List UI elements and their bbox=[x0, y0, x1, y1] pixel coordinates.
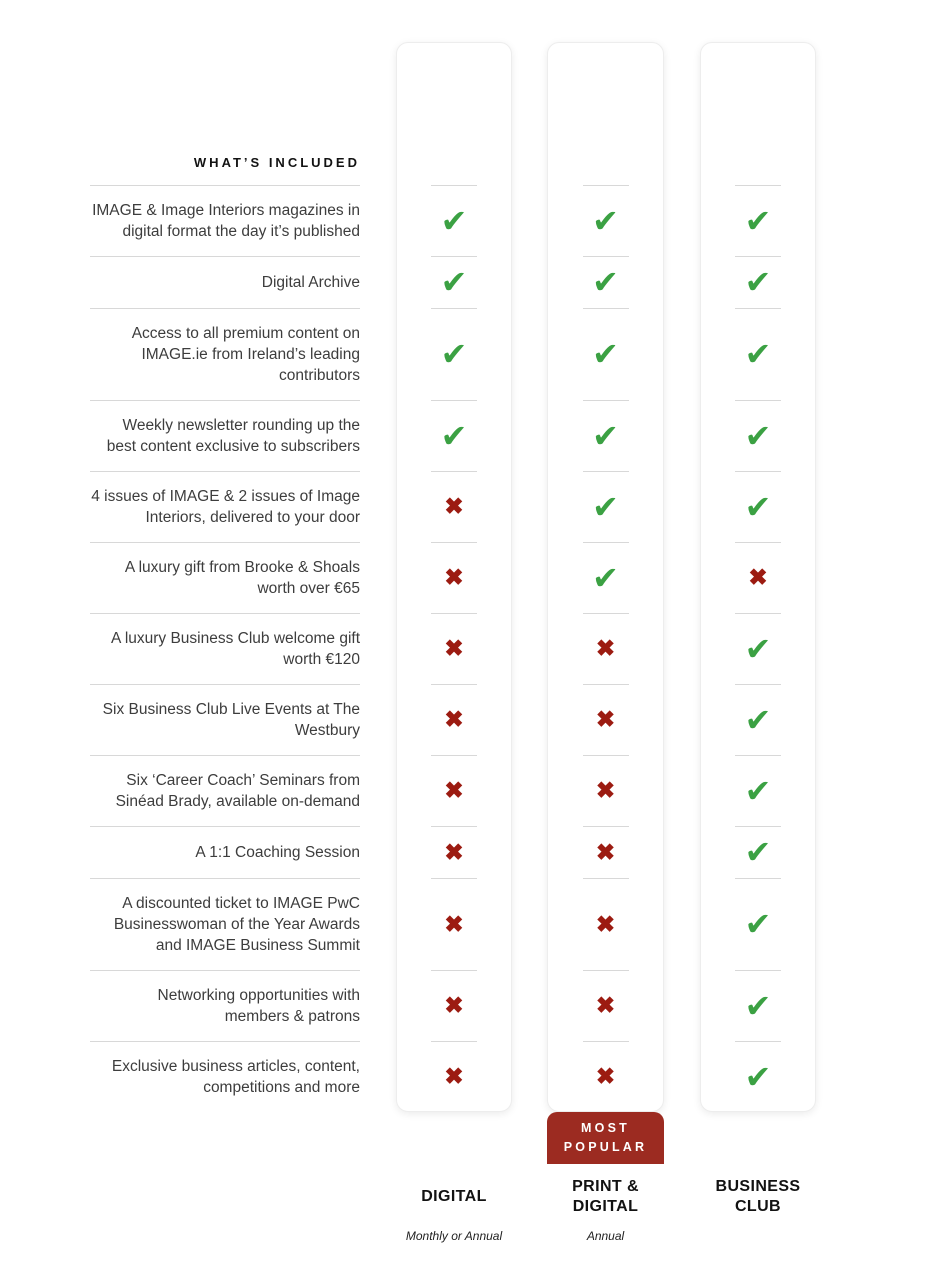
print-digital-feature-cell bbox=[547, 970, 664, 1041]
digital-feature-cell bbox=[396, 878, 512, 970]
feature-label: Exclusive business articles, content, competitions and more bbox=[90, 1041, 360, 1112]
digital-feature-cell bbox=[396, 542, 512, 613]
check-icon: ✔ bbox=[440, 264, 468, 300]
feature-label: A 1:1 Coaching Session bbox=[90, 826, 360, 878]
check-icon: ✔ bbox=[744, 264, 772, 300]
cross-icon: ✖ bbox=[595, 838, 616, 865]
digital-feature-cell bbox=[396, 256, 512, 308]
digital-plan-title: DIGITAL bbox=[421, 1188, 487, 1205]
digital-feature-cell bbox=[396, 970, 512, 1041]
digital-feature-cell bbox=[396, 400, 512, 471]
cross-icon: ✖ bbox=[595, 910, 616, 937]
business-club-feature-cell bbox=[700, 826, 816, 878]
business-club-plan-header bbox=[700, 1112, 816, 1255]
check-icon: ✔ bbox=[592, 559, 619, 596]
print-digital-feature-cell bbox=[547, 542, 664, 613]
check-icon: ✔ bbox=[440, 202, 468, 239]
business-club-feature-cell bbox=[700, 878, 816, 970]
cross-icon: ✖ bbox=[444, 564, 464, 590]
check-icon: ✔ bbox=[744, 987, 772, 1024]
comparison-table bbox=[90, 42, 936, 1255]
whats-included-heading: WHAT’S INCLUDED bbox=[193, 155, 360, 170]
feature-label: Networking opportunities with members & patrons bbox=[90, 970, 360, 1041]
feature-label: IMAGE & Image Interiors magazines in digital format the day it’s published bbox=[90, 185, 360, 256]
cross-icon: ✖ bbox=[444, 992, 464, 1018]
cross-icon: ✖ bbox=[444, 706, 464, 732]
digital-plan-header bbox=[396, 1112, 512, 1255]
print-digital-feature-cell bbox=[547, 471, 664, 542]
business-club-feature-cell bbox=[700, 684, 816, 755]
check-icon: ✔ bbox=[592, 417, 619, 454]
print-digital-feature-cell bbox=[547, 308, 664, 400]
print-digital-feature-cell bbox=[547, 256, 664, 308]
most-popular-badge: MOST POPULAR bbox=[547, 1112, 664, 1164]
feature-label: A discounted ticket to IMAGE PwC Businesswoman of the Year Awards and IMAGE Business Summit bbox=[90, 878, 360, 970]
check-icon: ✔ bbox=[440, 336, 468, 372]
business-club-feature-cell bbox=[700, 755, 816, 826]
check-icon: ✔ bbox=[744, 834, 772, 870]
print-digital-plan-header bbox=[547, 1112, 664, 1255]
print-digital-feature-cell bbox=[547, 1041, 664, 1112]
check-icon: ✔ bbox=[744, 202, 772, 239]
business-club-feature-cell bbox=[700, 185, 816, 256]
cross-icon: ✖ bbox=[595, 635, 616, 661]
business-club-feature-cell bbox=[700, 613, 816, 684]
feature-label: Weekly newsletter rounding up the best content exclusive to subscribers bbox=[90, 400, 360, 471]
business-club-feature-cell bbox=[700, 970, 816, 1041]
digital-feature-cell bbox=[396, 1041, 512, 1112]
feature-label: A luxury gift from Brooke & Shoals worth over €65 bbox=[90, 542, 360, 613]
feature-label: Digital Archive bbox=[90, 256, 360, 308]
cross-icon: ✖ bbox=[444, 635, 464, 661]
check-icon: ✔ bbox=[744, 772, 772, 809]
feature-label: Six Business Club Live Events at The Westbury bbox=[90, 684, 360, 755]
check-icon: ✔ bbox=[744, 417, 772, 454]
cross-icon: ✖ bbox=[444, 1063, 464, 1089]
print-digital-feature-cell bbox=[547, 755, 664, 826]
business-club-feature-cell bbox=[700, 256, 816, 308]
check-icon: ✔ bbox=[744, 488, 772, 525]
cross-icon: ✖ bbox=[748, 564, 768, 590]
business-club-feature-cell bbox=[700, 308, 816, 400]
print-digital-feature-cell bbox=[547, 684, 664, 755]
feature-label: Access to all premium content on IMAGE.ie from Ireland’s leading contributors bbox=[90, 308, 360, 400]
digital-feature-cell bbox=[396, 684, 512, 755]
print-digital-plan-subtitle: Annual bbox=[586, 1229, 625, 1243]
digital-feature-cell bbox=[396, 185, 512, 256]
print-digital-plan-title: PRINT & DIGITAL bbox=[572, 1178, 639, 1215]
check-icon: ✔ bbox=[744, 1058, 772, 1095]
feature-label: Six ‘Career Coach’ Seminars from Sinéad Brady, available on-demand bbox=[90, 755, 360, 826]
feature-label: A luxury Business Club welcome gift worth €120 bbox=[90, 613, 360, 684]
business-club-feature-cell bbox=[700, 471, 816, 542]
business-club-feature-cell bbox=[700, 1041, 816, 1112]
digital-feature-cell bbox=[396, 471, 512, 542]
cross-icon: ✖ bbox=[595, 777, 616, 803]
print-digital-feature-cell bbox=[547, 185, 664, 256]
check-icon: ✔ bbox=[744, 906, 772, 942]
check-icon: ✔ bbox=[592, 488, 619, 525]
digital-plan-subtitle: Monthly or Annual bbox=[405, 1229, 503, 1243]
digital-feature-cell bbox=[396, 613, 512, 684]
check-icon: ✔ bbox=[592, 202, 619, 239]
digital-feature-cell bbox=[396, 308, 512, 400]
check-icon: ✔ bbox=[744, 336, 772, 372]
cross-icon: ✖ bbox=[595, 706, 616, 732]
print-digital-feature-cell bbox=[547, 400, 664, 471]
cross-icon: ✖ bbox=[595, 992, 616, 1018]
cross-icon: ✖ bbox=[444, 777, 464, 803]
cross-icon: ✖ bbox=[444, 910, 464, 937]
business-club-plan-title: BUSINESS CLUB bbox=[715, 1178, 801, 1215]
print-digital-feature-cell bbox=[547, 826, 664, 878]
print-digital-feature-cell bbox=[547, 878, 664, 970]
check-icon: ✔ bbox=[440, 417, 468, 454]
cross-icon: ✖ bbox=[595, 1063, 616, 1089]
print-digital-feature-cell bbox=[547, 613, 664, 684]
cross-icon: ✖ bbox=[444, 493, 464, 519]
feature-label: 4 issues of IMAGE & 2 issues of Image Interiors, delivered to your door bbox=[90, 471, 360, 542]
cross-icon: ✖ bbox=[444, 838, 464, 865]
business-club-feature-cell bbox=[700, 400, 816, 471]
check-icon: ✔ bbox=[744, 630, 772, 667]
digital-feature-cell bbox=[396, 826, 512, 878]
check-icon: ✔ bbox=[592, 264, 619, 300]
digital-feature-cell bbox=[396, 755, 512, 826]
check-icon: ✔ bbox=[744, 701, 772, 738]
business-club-feature-cell bbox=[700, 542, 816, 613]
check-icon: ✔ bbox=[592, 336, 619, 372]
